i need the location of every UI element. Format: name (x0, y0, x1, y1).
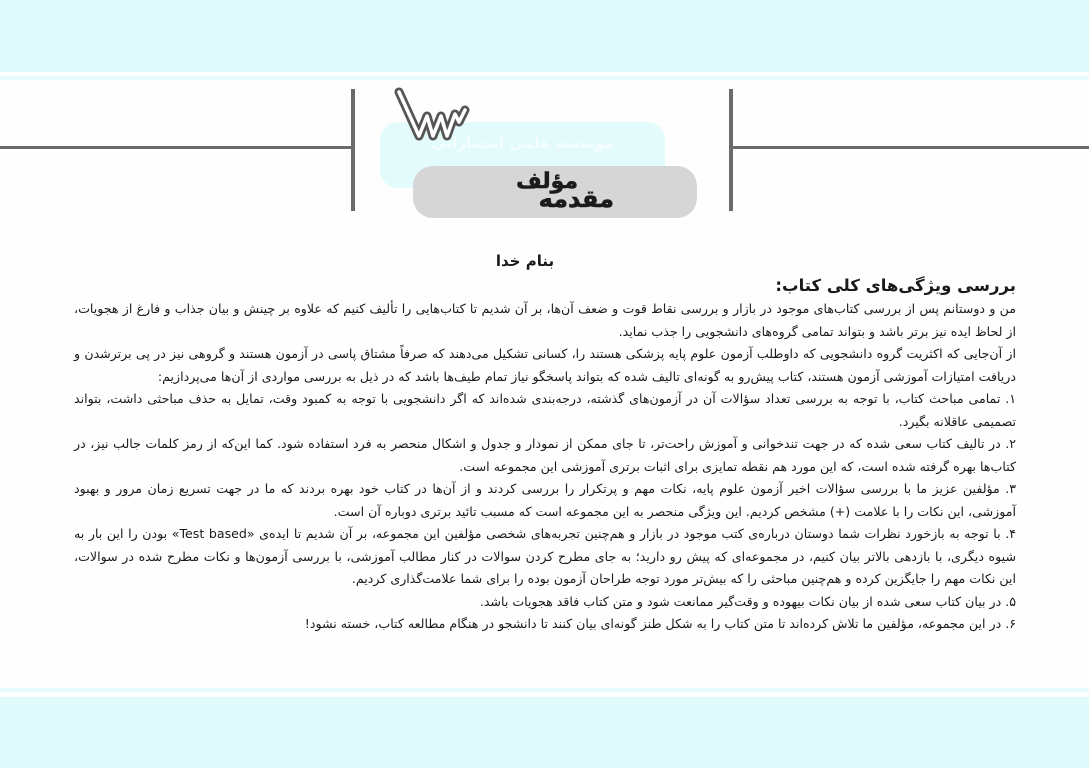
page-title-bottom: مقدمه (538, 185, 614, 213)
page-title-pill (413, 166, 697, 218)
left-vertical-rule (351, 89, 355, 211)
page-title-top: مؤلف (516, 169, 578, 194)
document-body (74, 250, 1016, 636)
top-decorative-line (0, 76, 1089, 80)
paragraph-audience: از آن‌جایی که اکثریت گروه دانشجویی که داوطلب آزمون علوم پایه پزشکی هستند را، کسانی تشکیل می‌دهند که صرفاً مشتاق پاسی در آزمون هستند و گروهی نیز در پی برترشدن و دریافت امتیازات آموزشی آزمون هستند، کتاب پیش‌رو به گونه‌ای تالیف شده که بتواند پاسخگو نیاز تمام طیف‌ها باشد که در ذیل به بررسی مواردی از آن‌ها می‌پردازیم: (74, 346, 1016, 384)
bismillah (74, 250, 1016, 272)
paragraph-item-5: ۵. در بیان کتاب سعی شده از بیان نکات بیهوده و وقت‌گیر ممانعت شود و متن کتاب فاقد هجویات باشد. (479, 593, 1016, 609)
section-heading: بررسی ویژگی‌های کلی کتاب: (775, 276, 1016, 295)
right-horizontal-rule (730, 146, 1089, 149)
left-horizontal-rule (0, 146, 354, 149)
stylized-numeral-logo-icon (393, 86, 473, 146)
paragraph-item-3: ۳. مؤلفین عزیز ما با بررسی سؤالات اخیر آزمون علوم پایه، نکات مهم و پرتکرار را بررسی کردند و از آن‌ها در کتاب خود بهره بردند که ما در جهت تسریع زمان مرور و بهبود آموزشی، این نکات را با علامت (+) مشخص کردیم. این ویژگی منحصر به این مجموعه است که مسبب تائید برتری دوباره آن است. (74, 481, 1016, 519)
bismillah-text: بنام خدا (495, 252, 555, 270)
paragraph-intro: من و دوستانم پس از بررسی کتاب‌های موجود در بازار و بررسی نقاط قوت و ضعف آن‌ها، بر آن شدیم تا کتاب‌هایی را تألیف کنیم که علاوه بر چینش و بیان جذاب و فارغ از هجویات، از لحاظ ایده نیز برتر باشد و بتواند تمامی گروه‌های دانشجویی را جذب نماید. (74, 301, 1016, 339)
page-title (490, 169, 620, 215)
publisher-watermark-text: موسسه علمی انتشاراتی (431, 134, 614, 152)
bottom-decorative-band (0, 697, 1089, 768)
top-decorative-band (0, 0, 1089, 72)
paragraph-item-6: ۶. در این مجموعه، مؤلفین ما تلاش کرده‌اند تا متن کتاب را به شکل طنز گونه‌ای بیان کنند تا دانشجو در هنگام مطالعه کتاب، خسته نشود! (304, 616, 1016, 631)
bottom-decorative-line (0, 688, 1089, 692)
paragraph-item-2: ۲. در تالیف کتاب سعی شده که در جهت تندخوانی و آموزش راحت‌تر، تا جای ممکن از نمودار و جدول و اشکال منحصر به فرد استفاده شود. کما این‌که از رمز کلمات جالب نیز، در کتاب‌ها بهره گرفته شده است، که این مورد هم نقطه تمایزی برای اثبات برتری آموزشی این مجموعه است. (74, 436, 1016, 474)
paragraph-item-1: ۱. تمامی مباحث کتاب، با توجه به بررسی تعداد سؤالات آن در آزمون‌های گذشته، درجه‌بندی شده‌اند که اگر دانشجویی با توجه به کمبود وقت، تمایل به حذف مباحثی داشت، بتواند تصمیمی عاقلانه بگیرد. (74, 391, 1016, 429)
paragraph-item-4: ۴. با توجه به بازخورد نظرات شما دوستان درباره‌ی کتب موجود در بازار و هم‌چنین تجربه‌های شخصی مؤلفین این مجموعه، بر آن شدیم تا ایده‌ی «Test based» بودن را این بار به شیوه دیگری، با بازدهی بالاتر بیان کنیم، در مجموعه‌ای که پیش رو دارید؛ به جای مطرح کردن سوالات در کنار مطالب آموزشی، با بررسی آزمون‌ها و نکات مطرح شده در سوالات، این نکات مهم را جایگزین کرده و هم‌چنین مباحثی را که بیش‌تر مورد توجه طراحان آزمون بوده را برای شما علامت‌گذاری کردیم. (74, 526, 1016, 586)
right-vertical-rule (729, 89, 733, 211)
